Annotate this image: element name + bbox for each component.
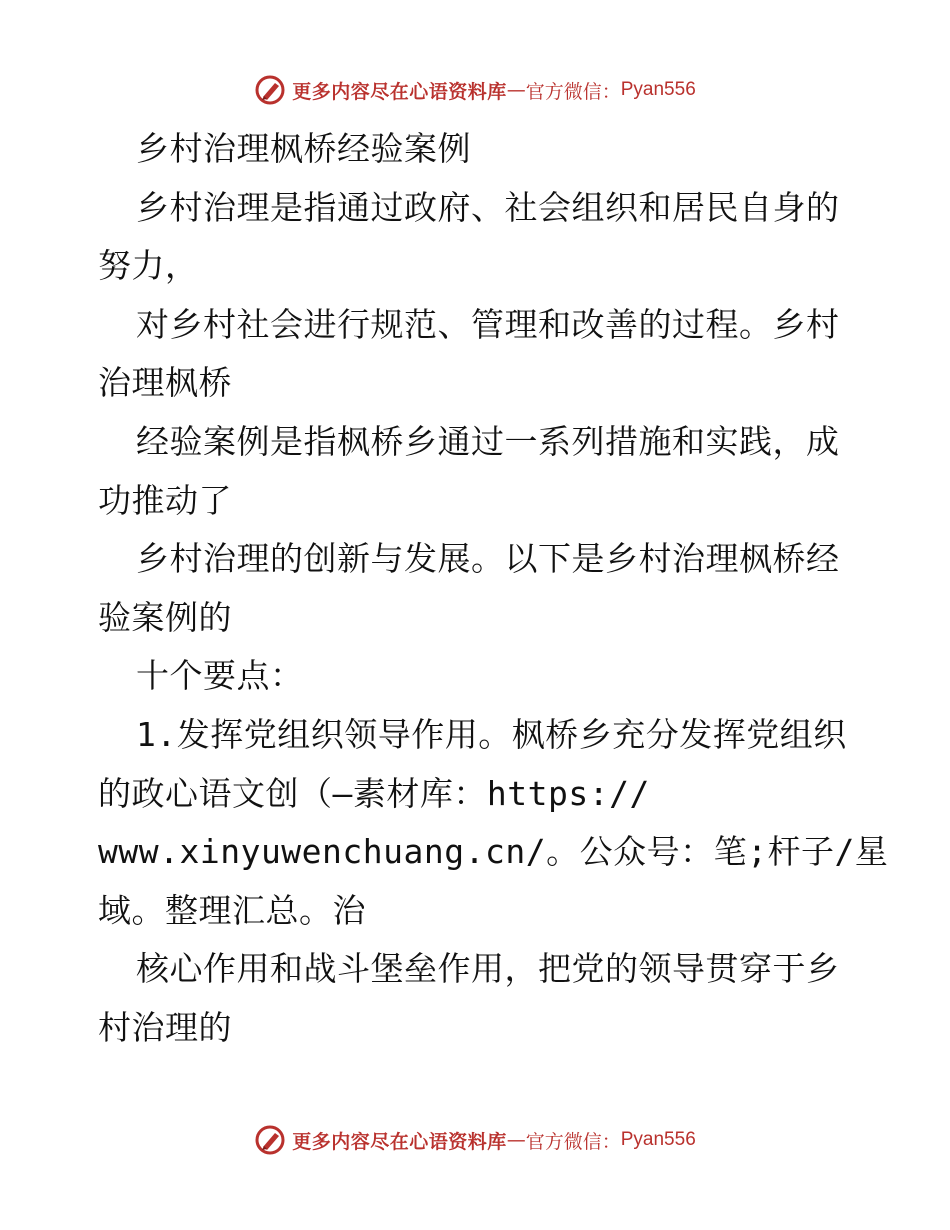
banner-wechat-id: Pyan556	[620, 1129, 696, 1150]
text-line: 经验案例是指枫桥乡通过一系列措施和实践，成	[136, 421, 840, 461]
banner-title: 更多内容尽在心语资料库	[292, 80, 507, 103]
text-line: 乡村治理的创新与发展。以下是乡村治理枫桥经	[136, 539, 840, 579]
footer-banner	[0, 1120, 950, 1160]
text-line: www.xinyuwenchuang.cn/。公众号：笔;杆子/星	[98, 832, 889, 872]
text-line: 验案例的	[98, 597, 232, 637]
text-line: 治理枫桥	[98, 363, 232, 403]
document-body	[98, 120, 889, 1058]
text-line: 功推动了	[98, 480, 232, 520]
text-line: 对乡村社会进行规范、管理和改善的过程。乡村	[136, 304, 840, 344]
banner-wechat-label: 官方微信：	[525, 1130, 621, 1153]
text-line: 的政心语文创（—素材库：https://	[98, 773, 650, 813]
text-line: 核心作用和战斗堡垒作用，把党的领导贯穿于乡	[136, 949, 840, 989]
banner-title: 更多内容尽在心语资料库	[292, 1130, 507, 1153]
text-line: 村治理的	[98, 1007, 232, 1047]
banner-dash: —	[506, 79, 526, 101]
banner-wechat-id: Pyan556	[620, 79, 696, 100]
banner-wechat-label: 官方微信：	[525, 80, 621, 103]
document-title: 乡村治理枫桥经验案例	[136, 129, 471, 168]
banner-dash: —	[506, 1129, 526, 1151]
header-banner	[0, 70, 950, 110]
text-line: 努力，	[98, 246, 199, 286]
pen-logo-icon	[254, 1124, 286, 1156]
text-line: 乡村治理是指通过政府、社会组织和居民自身的	[136, 187, 840, 227]
text-line: 1.发挥党组织领导作用。枫桥乡充分发挥党组织	[136, 714, 847, 754]
text-line: 十个要点：	[136, 656, 304, 696]
pen-logo-icon	[254, 74, 286, 106]
text-line: 域。整理汇总。治	[98, 890, 366, 930]
